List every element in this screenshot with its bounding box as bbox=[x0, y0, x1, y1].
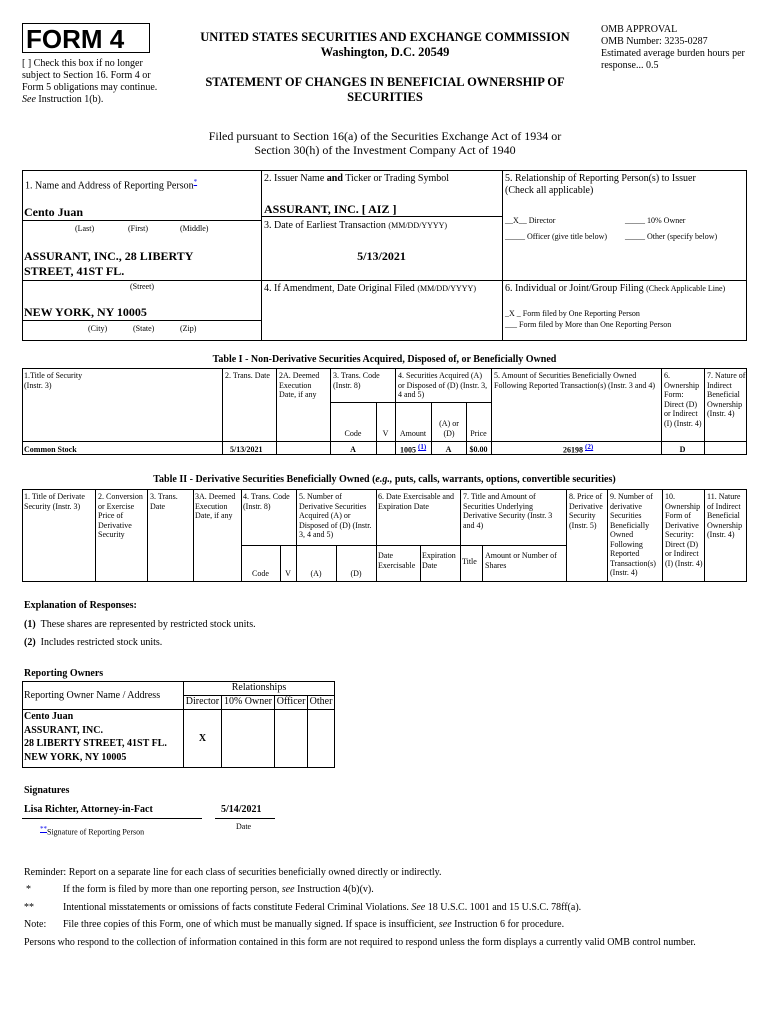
t1-h-title: 1.Title of Security (Instr. 3) bbox=[24, 371, 83, 390]
t2-sub-a: (A) bbox=[310, 569, 322, 578]
signature-label: **Signature of Reporting Person bbox=[40, 825, 145, 837]
t2-h3: 3. Trans. Date bbox=[150, 492, 178, 511]
signature-date: 5/14/2021 bbox=[221, 804, 262, 815]
asterisk-link[interactable]: * bbox=[193, 178, 198, 186]
check-box-text: [ ] Check this box if no longer subject to Section 16. Form 4 or Form 5 obligations may continue. See Instruction 1(b). bbox=[22, 58, 158, 105]
ro-relationships: Relationships bbox=[184, 682, 335, 696]
reminder-text: Reminder: Report on a separate line for each class of securities beneficially owned directly or indirectly. bbox=[24, 867, 442, 878]
t1-row-price: $0.00 bbox=[469, 445, 488, 454]
agency-name: UNITED STATES SECURITIES AND EXCHANGE COMMISSION bbox=[200, 30, 570, 44]
t1-row-form: D bbox=[679, 445, 686, 454]
filing-opt1: _X _ Form filed by One Reporting Person bbox=[505, 309, 640, 318]
t2-sub-code: Code bbox=[252, 569, 269, 578]
omb-approval: OMB APPROVAL OMB Number: 3235-0287 Estimated average burden hours per response... 0.5 bbox=[601, 24, 745, 71]
double-asterisk-link[interactable]: ** bbox=[40, 825, 47, 833]
box5-label: 5. Relationship of Reporting Person(s) to Issuer (Check all applicable) bbox=[505, 173, 696, 196]
reporting-owners-table bbox=[22, 681, 335, 768]
issuer-value: ASSURANT, INC. [ AIZ ] bbox=[264, 202, 397, 216]
footnote-1-link[interactable]: (1) bbox=[418, 443, 427, 451]
signatures-heading: Signatures bbox=[24, 785, 70, 796]
footnote-2: (2) Includes restricted stock units. bbox=[24, 637, 163, 648]
box4-label: 4. If Amendment, Date Original Filed (MM/DD/YYYY) bbox=[264, 283, 476, 294]
footnote-2-link[interactable]: (2) bbox=[585, 443, 594, 451]
box3-label: 3. Date of Earliest Transaction (MM/DD/YYYY) bbox=[264, 220, 448, 231]
t1-sub-aord: (A) or (D) bbox=[439, 419, 459, 438]
agency-city: Washington, D.C. 20549 bbox=[320, 45, 450, 59]
dstar-mark: ** bbox=[24, 902, 34, 913]
t1-h-ownership: 6. Ownership Form: Direct (D) or Indirect (I) (Instr. 4) bbox=[664, 371, 702, 428]
dstar-note: Intentional misstatements or omissions of facts constitute Federal Criminal Violations. See 18 U.S.C. 1001 and 15 U.S.C. 78ff(a). bbox=[63, 902, 582, 913]
t2-sub-title: Title bbox=[462, 557, 477, 566]
ro-officer-cell bbox=[275, 710, 308, 768]
t2-h3a: 3A. Deemed Execution Date, if any bbox=[195, 492, 236, 520]
reporting-person-name: Cento Juan bbox=[24, 205, 84, 219]
filed-pursuant: Filed pursuant to Section 16(a) of the Securities Exchange Act of 1934 or Section 30(h) of the Investment Company Act of 1940 bbox=[208, 129, 562, 157]
t2-sub-d: (D) bbox=[350, 569, 362, 578]
ro-owner: Cento Juan ASSURANT, INC. 28 LIBERTY STREET, 41ST FL. NEW YORK, NY 10005 bbox=[23, 710, 184, 768]
star-mark: * bbox=[26, 884, 31, 895]
statement-title: STATEMENT OF CHANGES IN BENEFICIAL OWNERSHIP OF SECURITIES bbox=[205, 75, 565, 104]
street-label: (Street) bbox=[130, 282, 154, 291]
note-text: File three copies of this Form, one of which must be manually signed. If space is insufficient, see Instruction 6 for procedure. bbox=[63, 919, 565, 930]
t1-row-owned: 26198 (2) bbox=[563, 443, 594, 455]
box1-label: 1. Name and Address of Reporting Person* bbox=[25, 178, 198, 192]
filing-opt2: ___ Form filed by More than One Reporting Person bbox=[505, 320, 672, 329]
reporting-owners-heading: Reporting Owners bbox=[24, 668, 104, 679]
city-label: (City) bbox=[88, 324, 108, 333]
ro-director-mark: X bbox=[184, 710, 222, 768]
t2-h4: 4. Trans. Code (Instr. 8) bbox=[243, 492, 290, 511]
t1-sub-code: Code bbox=[344, 429, 362, 438]
box2-label: 2. Issuer Name and Ticker or Trading Symbol bbox=[264, 173, 450, 184]
t1-h-nature: 7. Nature of Indirect Beneficial Ownership (Instr. 4) bbox=[707, 371, 746, 418]
t2-h1: 1. Title of Derivate Security (Instr. 3) bbox=[24, 492, 85, 511]
t2-h7: 7. Title and Amount of Securities Underlying Derivative Security (Instr. 3 and 4) bbox=[463, 492, 553, 530]
name-first-label: (First) bbox=[128, 224, 148, 233]
name-last-label: (Last) bbox=[75, 224, 95, 233]
table2-title: Table II - Derivative Securities Beneficially Owned (e.g., puts, calls, warrants, options, convertible securities) bbox=[153, 474, 616, 485]
persons-notice: Persons who respond to the collection of information contained in this form are not required to respond unless the form displays a currently valid OMB control number. bbox=[24, 937, 696, 948]
date-label: Date bbox=[236, 822, 252, 831]
ro-col-ten: 10% Owner bbox=[221, 696, 274, 710]
t2-sub-date-ex: Date Exercisable bbox=[378, 551, 416, 570]
city-value: NEW YORK, NY 10005 bbox=[24, 305, 147, 319]
earliest-transaction-date: 5/13/2021 bbox=[357, 249, 406, 263]
ro-col-officer: Officer bbox=[275, 696, 308, 710]
t1-h-date: 2. Trans. Date bbox=[225, 371, 270, 380]
explanation-heading: Explanation of Responses: bbox=[24, 600, 137, 611]
t1-row-date: 5/13/2021 bbox=[230, 445, 263, 454]
t2-h2: 2. Conversion or Exercise Price of Derivative Security bbox=[98, 492, 143, 539]
ro-other-cell bbox=[308, 710, 335, 768]
t1-row-security: Common Stock bbox=[24, 445, 77, 454]
box6-label: 6. Individual or Joint/Group Filing (Check Applicable Line) bbox=[505, 283, 726, 294]
t2-h6: 6. Date Exercisable and Expiration Date bbox=[378, 492, 454, 511]
ro-col-name: Reporting Owner Name / Address bbox=[23, 682, 184, 710]
other-option: _____ Other (specify below) bbox=[625, 232, 718, 241]
t1-h-deemed: 2A. Deemed Execution Date, if any bbox=[279, 371, 320, 399]
star-note: If the form is filed by more than one reporting person, see Instruction 4(b)(v). bbox=[63, 884, 374, 895]
t1-sub-price: Price bbox=[470, 429, 487, 438]
t1-h-code: 3. Trans. Code (Instr. 8) bbox=[333, 371, 380, 390]
name-middle-label: (Middle) bbox=[180, 224, 209, 233]
ro-col-director: Director bbox=[184, 696, 222, 710]
t2-h8: 8. Price of Derivative Security (Instr. 5) bbox=[569, 492, 603, 530]
ro-col-other: Other bbox=[308, 696, 335, 710]
t1-sub-v: V bbox=[382, 429, 389, 438]
footnote-1: (1) These shares are represented by restricted stock units. bbox=[24, 619, 256, 630]
t2-sub-amount: Amount or Number of Shares bbox=[485, 551, 557, 570]
director-option: __X__ Director bbox=[505, 216, 556, 225]
ten-pct-owner-option: _____ 10% Owner bbox=[625, 216, 686, 225]
t1-sub-amount: Amount bbox=[399, 429, 427, 438]
note-label: Note: bbox=[24, 919, 47, 930]
zip-label: (Zip) bbox=[180, 324, 197, 333]
t1-row-amount: 1005 (1) bbox=[400, 443, 427, 455]
t2-h10: 10. Ownership Form of Derivative Security: Direct (D) or Indirect (I) (Instr. 4) bbox=[665, 492, 703, 568]
ro-ten-cell bbox=[221, 710, 274, 768]
street-value: ASSURANT, INC., 28 LIBERTY STREET, 41ST FL. bbox=[24, 249, 193, 278]
t2-h11: 11. Nature of Indirect Beneficial Ownership (Instr. 4) bbox=[707, 492, 743, 539]
table1-title: Table I - Non-Derivative Securities Acquired, Disposed of, or Beneficially Owned bbox=[212, 354, 557, 365]
form-title: FORM 4 bbox=[26, 24, 125, 54]
t1-row-code: A bbox=[350, 445, 356, 454]
t2-sub-v: V bbox=[285, 569, 291, 578]
signature-name: Lisa Richter, Attorney-in-Fact bbox=[24, 804, 153, 815]
t1-row-aord: A bbox=[445, 445, 452, 454]
t2-sub-exp: Expiration Date bbox=[422, 551, 456, 570]
form-title-box bbox=[22, 23, 150, 53]
t1-h-owned: 5. Amount of Securities Beneficially Owned Following Reported Transaction(s) (Instr. 3 and 4) bbox=[494, 371, 656, 390]
t1-h-acq: 4. Securities Acquired (A) or Disposed of (D) (Instr. 3, 4 and 5) bbox=[398, 371, 488, 399]
t2-h9: 9. Number of derivative Securities Beneficially Owned Following Reported Transaction(s) (Instr. 4) bbox=[610, 492, 656, 577]
officer-option: _____ Officer (give title below) bbox=[505, 232, 608, 241]
t2-h5: 5. Number of Derivative Securities Acquired (A) or Disposed of (D) (Instr. 3, 4 and 5) bbox=[299, 492, 372, 539]
state-label: (State) bbox=[133, 324, 155, 333]
